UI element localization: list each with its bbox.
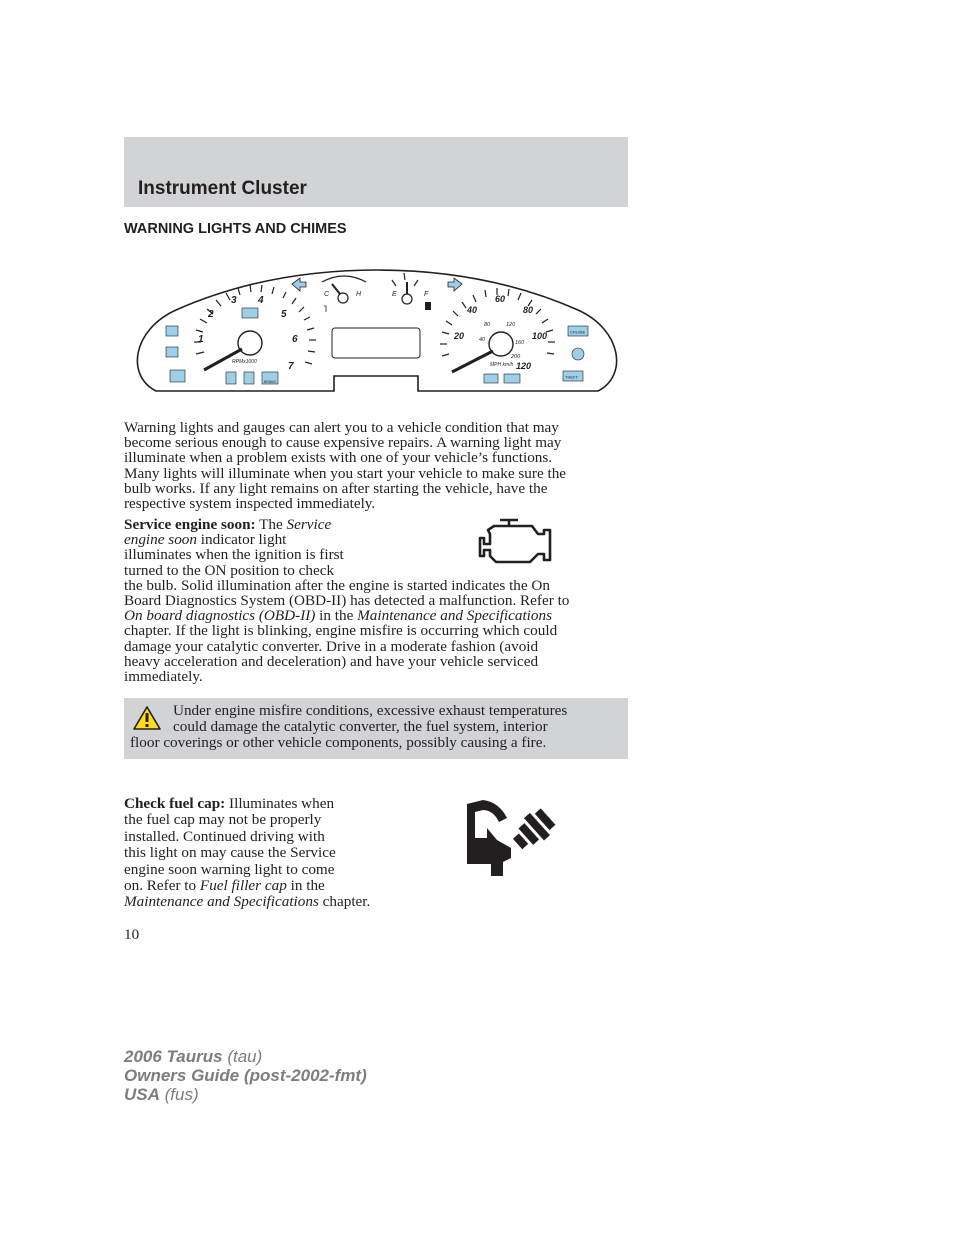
tach-number-2: 2 xyxy=(208,309,214,320)
cruise-label: CRUISE xyxy=(570,329,586,335)
speed-number-60: 60 xyxy=(495,294,506,304)
fuel-empty-label: E xyxy=(392,291,397,298)
speedometer-needle xyxy=(452,351,493,372)
tach-number-3: 3 xyxy=(231,295,237,306)
service-engine-label: Service engine soon: xyxy=(124,516,256,533)
kmh-number-160: 160 xyxy=(515,340,525,346)
fuel-cap-icon xyxy=(463,798,559,878)
kmh-number-40: 40 xyxy=(479,337,486,343)
page-title: Instrument Cluster xyxy=(138,178,307,199)
oil-can-icon xyxy=(504,374,520,383)
intro-line: become serious enough to cause expensive repairs. A warning light may xyxy=(124,434,562,452)
kmh-number-200: 200 xyxy=(511,354,521,360)
tach-number-5: 5 xyxy=(281,309,287,320)
headlamp-icon xyxy=(242,308,258,318)
abs-indicator-icon xyxy=(572,348,584,360)
traction-indicator-icon xyxy=(166,347,178,357)
battery-icon xyxy=(484,374,498,383)
center-display xyxy=(332,328,420,358)
fuel-full-label: F xyxy=(424,291,429,298)
turn-signal-arrow-icon xyxy=(292,278,306,291)
instrument-cluster-illustration xyxy=(134,258,620,398)
theft-label: THEFT xyxy=(565,374,578,380)
thermometer-icon xyxy=(324,306,326,312)
speed-number-20: 20 xyxy=(454,331,465,341)
turn-signal-right-arrow-icon xyxy=(448,278,462,291)
airbag-indicator-icon xyxy=(166,326,178,336)
speed-number-120: 120 xyxy=(516,361,532,371)
intro-line: Warning lights and gauges can alert you to a vehicle condition that may xyxy=(124,419,559,436)
speed-number-100: 100 xyxy=(532,331,548,341)
temp-cold-label: C xyxy=(324,291,330,298)
kmh-number-80: 80 xyxy=(484,322,491,328)
engine-light-indicator-icon xyxy=(170,370,185,382)
tach-hub xyxy=(238,331,262,355)
temp-gauge-arc xyxy=(322,276,366,282)
service-engine-paragraph: Service engine soon: The Service engine soon indicator light illuminates when the ignition is first turned to the ON position to check the bulb. Solid illumination after the engine is started indicates the On Board Diagnostics System (OBD-II) has detected a malfunction. Refer to On board diagnostics (OBD-II) in the Maintenance and Specifications chapter. If the light is blinking, engine misfire is occurring which could damage your catalytic converter. Drive in a moderate fashion (avoid heavy acceleration and deceleration) and have your vehicle serviced immediately. xyxy=(124,516,570,686)
fuel-hub xyxy=(402,294,412,304)
intro-line: Many lights will illuminate when you start your vehicle to make sure the xyxy=(124,464,567,482)
left-indicator-column xyxy=(166,326,185,382)
check-fuel-cap-paragraph: Check fuel cap: Illuminates when the fuel cap may not be properly installed. Continued driving with this light on may cause the Service engine soon warning light to come on. Refer to Fuel filler cap in the Maintenance and Specifications chapter. xyxy=(124,795,371,911)
temp-hot-label: H xyxy=(356,291,362,298)
tach-number-6: 6 xyxy=(292,334,298,345)
intro-line: illuminate when a problem exists with one of your vehicle’s functions. xyxy=(124,449,553,467)
kmh-number-120: 120 xyxy=(506,322,516,328)
intro-line: bulb works. If any light remains on after starting the vehicle, have the xyxy=(124,479,548,497)
check-fuel-cap-label: Check fuel cap: xyxy=(124,795,226,812)
temp-needle xyxy=(332,284,340,294)
page-number: 10 xyxy=(124,926,140,943)
brake-label: BRAKE xyxy=(264,380,276,384)
tach-number-1: 1 xyxy=(198,334,204,345)
fuel-pump-icon xyxy=(425,302,431,310)
intro-line: respective system inspected immediately. xyxy=(124,495,376,513)
fuel-gauge-ticks xyxy=(392,273,418,286)
tach-number-7: 7 xyxy=(288,361,294,372)
temp-hub xyxy=(338,293,348,303)
section-heading: WARNING LIGHTS AND CHIMES xyxy=(124,221,347,237)
warning-box xyxy=(124,698,628,759)
door-ajar-icon xyxy=(244,372,254,384)
intro-paragraph xyxy=(124,420,566,511)
speed-number-40: 40 xyxy=(467,305,478,315)
seatbelt-icon xyxy=(226,372,236,384)
tach-number-4: 4 xyxy=(258,295,264,306)
speed-number-80: 80 xyxy=(523,305,534,315)
engine-icon xyxy=(478,516,554,568)
footer: 2006 Taurus (tau) Owners Guide (post-2002-fmt) USA (fus) xyxy=(124,1047,367,1104)
tach-unit-label: RPMx1000 xyxy=(232,359,257,365)
warning-text: Under engine misfire conditions, excessive exhaust temperatures could damage the catalytic converter, the fuel system, interior floor coverings or other vehicle components, possibly causing a fire. xyxy=(130,702,568,751)
speed-unit-label: MPH km/h xyxy=(490,362,514,368)
